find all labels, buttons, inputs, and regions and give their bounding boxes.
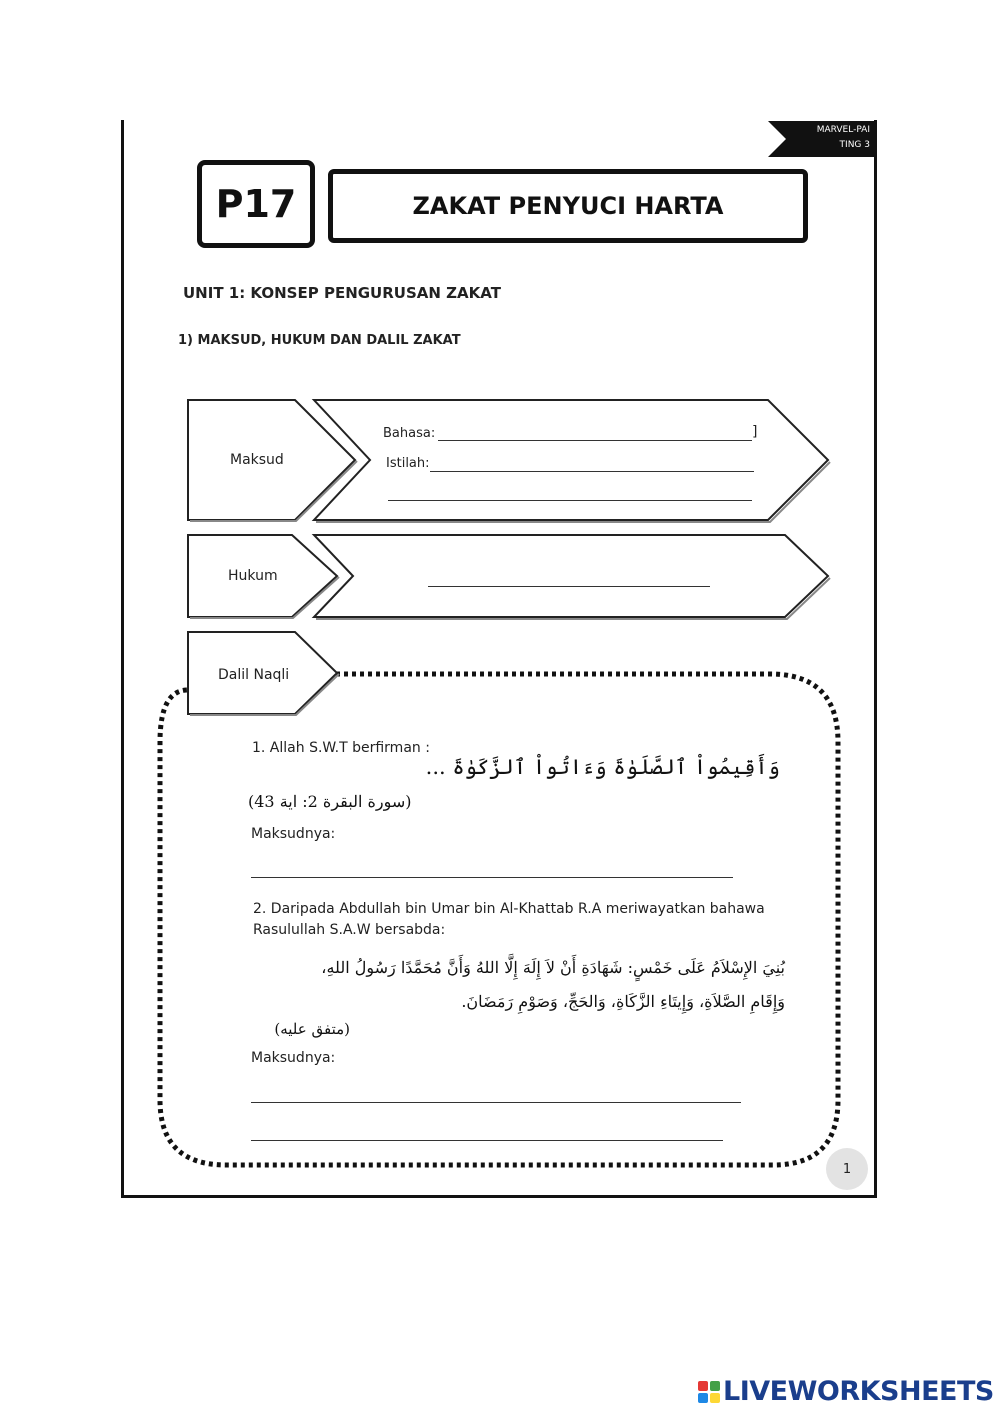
- istilah-label: Istilah:: [386, 456, 430, 471]
- item2-arabic-line1: بُنِيَ الإِسْلاَمُ عَلَى خَمْسٍ: شَهَادَةِ أَنْ لاَ إِلَهَ إِلَّا اللهُ وَأَنَّ مُحَمَّدًا رَسُولُ اللهِ،: [321, 958, 785, 977]
- istilah-input-line[interactable]: [430, 471, 754, 472]
- item1-meaning-label: Maksudnya:: [251, 826, 336, 842]
- section-heading: 1) MAKSUD, HUKUM DAN DALIL ZAKAT: [178, 333, 461, 348]
- item1-arabic-verse: وَأَقِيمُواْ ٱلصَّلَوٰةَ وَءَاتُواْ ٱلزَّكَوٰةَ ...: [425, 755, 780, 779]
- item1-intro: 1. Allah S.W.T berfirman :: [252, 740, 430, 756]
- hukum-content-arrow: [314, 535, 828, 617]
- brand-footer: [698, 1376, 994, 1407]
- item1-meaning-input-line[interactable]: [251, 877, 733, 878]
- item2-meaning-label: Maksudnya:: [251, 1050, 336, 1066]
- page-number: 1: [826, 1148, 868, 1190]
- hukum-input-line[interactable]: [428, 586, 710, 587]
- bahasa-bracket: ]: [752, 424, 758, 440]
- item1-reference: (سورة البقرة 2: اية 43): [248, 792, 412, 811]
- item2-intro-line1: 2. Daripada Abdullah bin Umar bin Al-Khattab R.A meriwayatkan bahawa: [253, 901, 765, 917]
- unit-heading: UNIT 1: KONSEP PENGURUSAN ZAKAT: [183, 284, 501, 302]
- corner-tag-line2: TING 3: [839, 140, 870, 150]
- corner-tag-line1: MARVEL-PAI: [816, 125, 870, 135]
- item2-reference: (متفق عليه): [274, 1020, 350, 1038]
- lesson-code: P17: [215, 182, 297, 226]
- brand-name: LIVEWORKSHEETS: [723, 1376, 994, 1407]
- item2-meaning-input-line[interactable]: [251, 1102, 741, 1103]
- hukum-label: Hukum: [228, 568, 278, 584]
- page-title: ZAKAT PENYUCI HARTA: [412, 192, 724, 220]
- item2-meaning-input-line-2[interactable]: [251, 1140, 723, 1141]
- dalil-label: Dalil Naqli: [218, 667, 290, 683]
- istilah-input-line-2[interactable]: [388, 500, 752, 501]
- bahasa-input-line[interactable]: [438, 440, 752, 441]
- item2-arabic-line2: وَإِقَامِ الصَّلاَةِ، وَإِيتَاءِ الزَّكَاةِ، وَالحَجِّ، وَصَوْمِ رَمَضَانَ.: [461, 992, 785, 1011]
- bahasa-label: Bahasa:: [383, 426, 436, 441]
- maksud-label: Maksud: [230, 452, 284, 468]
- item2-intro-line2: Rasulullah S.A.W bersabda:: [253, 922, 446, 938]
- brand-logo-icon: [698, 1381, 720, 1403]
